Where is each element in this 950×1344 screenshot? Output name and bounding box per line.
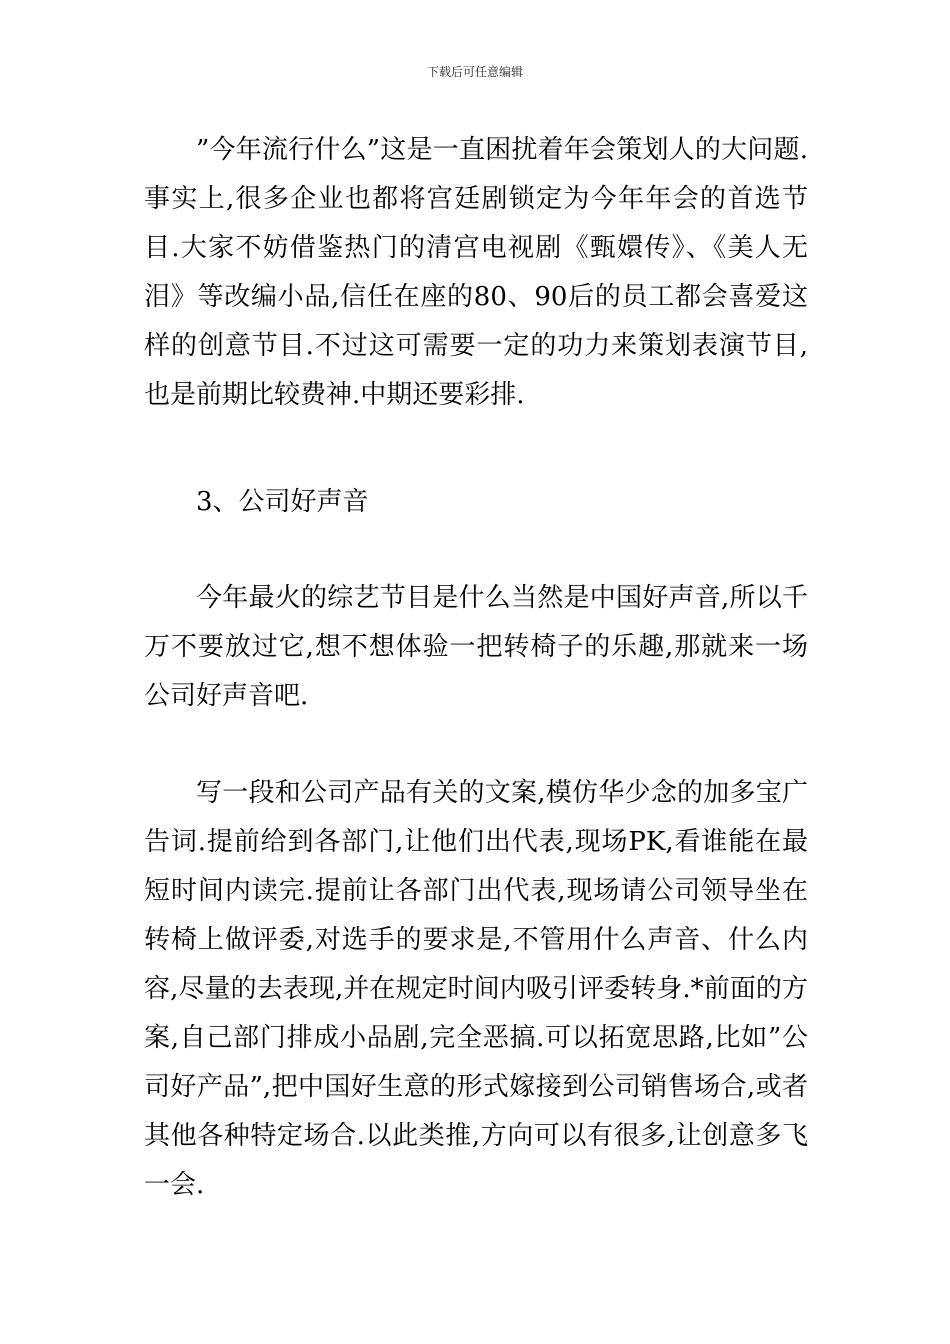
paragraph-text: 写一段和公司产品有关的文案,模仿华少念的加多宝广告词.提前给到各部门,让他们出代表,现场PK,看谁能在最短时间内读完.提前让各部门出代表,现场请公司领导坐在转椅上做评委,对选手的要求是,不管用什么声音、什么内容,尽量的去表现,并在规定时间内吸引评委转身.*前面的方案,自己部门排成小品剧,完全恶搞.可以拓宽思路,比如”公司好产品”,把中国好生意的形式嫁接到公司销售场合,或者其他各种特定场合.以此类推,方向可以有很多,让创意多飞一会. [144,778,808,1200]
paragraph-copywriting-plan [144,769,808,1210]
paragraph-voice-show [144,574,808,721]
page-header: 下载后可任意编辑 [426,65,523,79]
section-heading-company-voice [144,478,808,527]
paragraph-annual-trend [144,126,808,420]
paragraph-text: 今年最火的综艺节目是什么当然是中国好声音,所以千万不要放过它,想不想体验一把转椅子的乐趣,那就来一场公司好声音吧. [144,583,808,711]
section-heading-text: 3、公司好声音 [196,487,369,517]
paragraph-text: ”今年流行什么”这是一直困扰着年会策划人的大问题.事实上,很多企业也都将宫廷剧锁定为今年年会的首选节目.大家不妨借鉴热门的清宫电视剧《甄嬛传》、《美人无泪》等改编小品,信任在座的80、90后的员工都会喜爱这样的创意节目.不过这可需要一定的功力来策划表演节目,也是前期比较费神.中期还要彩排. [144,135,808,410]
